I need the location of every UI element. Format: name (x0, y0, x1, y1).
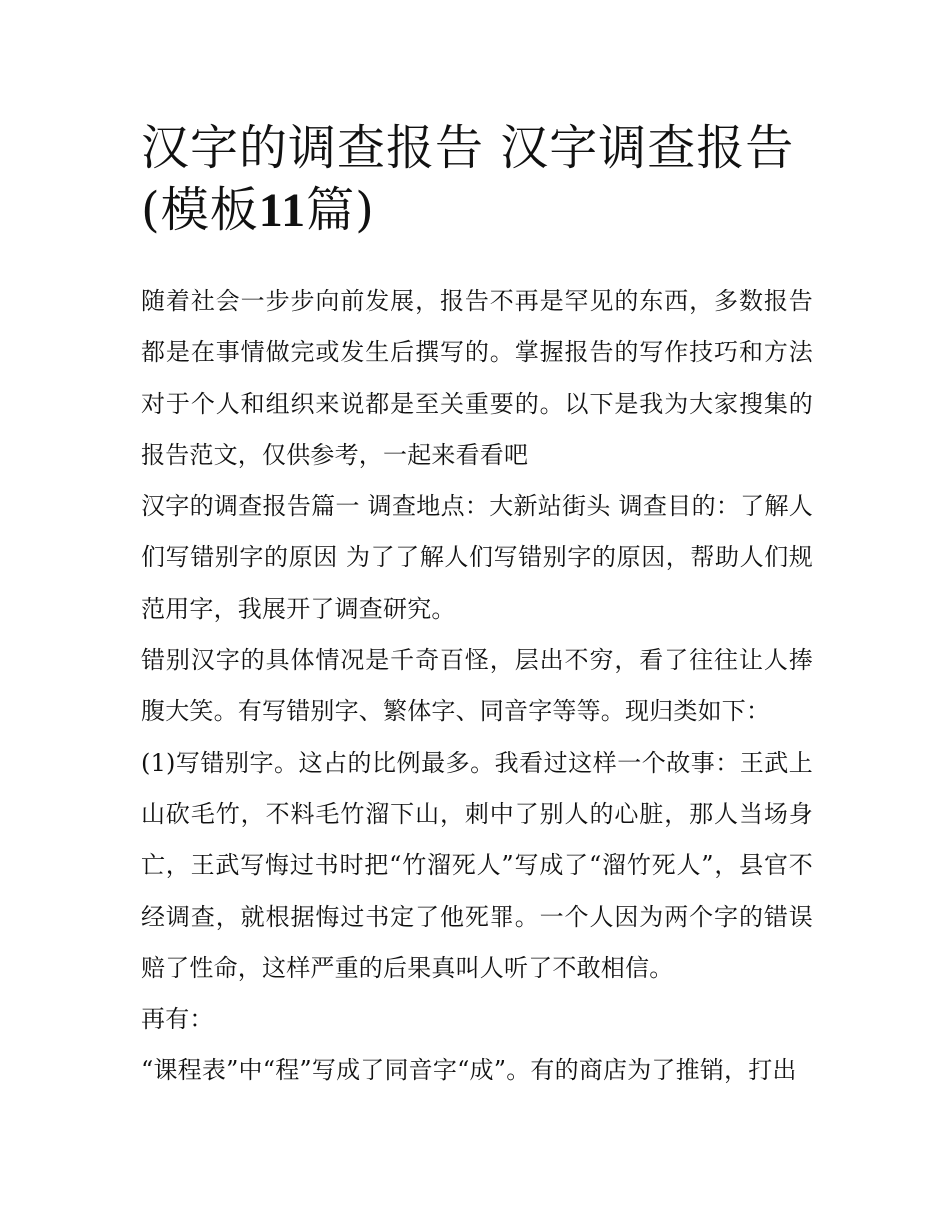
title-text-part1: 汉字的调查报告 汉字调查报告(模板 (141, 120, 795, 238)
paragraph-survey-info: 汉字的调查报告篇一 调查地点：大新站街头 调查目的：了解人们写错别字的原因 为了了解人们写错别字的原因，帮助人们规范用字，我展开了调查研究。 (141, 492, 813, 623)
document-title (141, 117, 821, 242)
title-text-part2: 篇) (306, 182, 375, 238)
paragraph-situation: 错别汉字的具体情况是千奇百怪，层出不穷，看了往往让人捧腹大笑。有写错别字、繁体字、同音字等等。现归类如下： (141, 646, 813, 726)
paragraph-typos: (1)写错别字。这占的比例最多。我看过这样一个故事：王武上山砍毛竹，不料毛竹溜下山，刺中了别人的心脏，那人当场身亡，王武写悔过书时把“竹溜死人”写成了“溜竹死人”，县官不经调查，就根据悔过书定了他死罪。一个人因为两个字的错误赔了性命，这样严重的后果真叫人听了不敢相信。 (141, 748, 813, 982)
document-body (141, 276, 813, 1097)
paragraph-schedule-example: “课程表”中“程”写成了同音字“成”。有的商店为了推销，打出 (141, 1056, 797, 1085)
title-number: 11 (258, 184, 307, 237)
paragraph-intro: 随着社会一步步向前发展，报告不再是罕见的东西，多数报告都是在事情做完或发生后撰写的。掌握报告的写作技巧和方法对于个人和组织来说都是至关重要的。以下是我为大家搜集的报告范文，仅供参考，一起来看看吧 (141, 287, 813, 469)
paragraph-additionally: 再有： (141, 1005, 214, 1034)
